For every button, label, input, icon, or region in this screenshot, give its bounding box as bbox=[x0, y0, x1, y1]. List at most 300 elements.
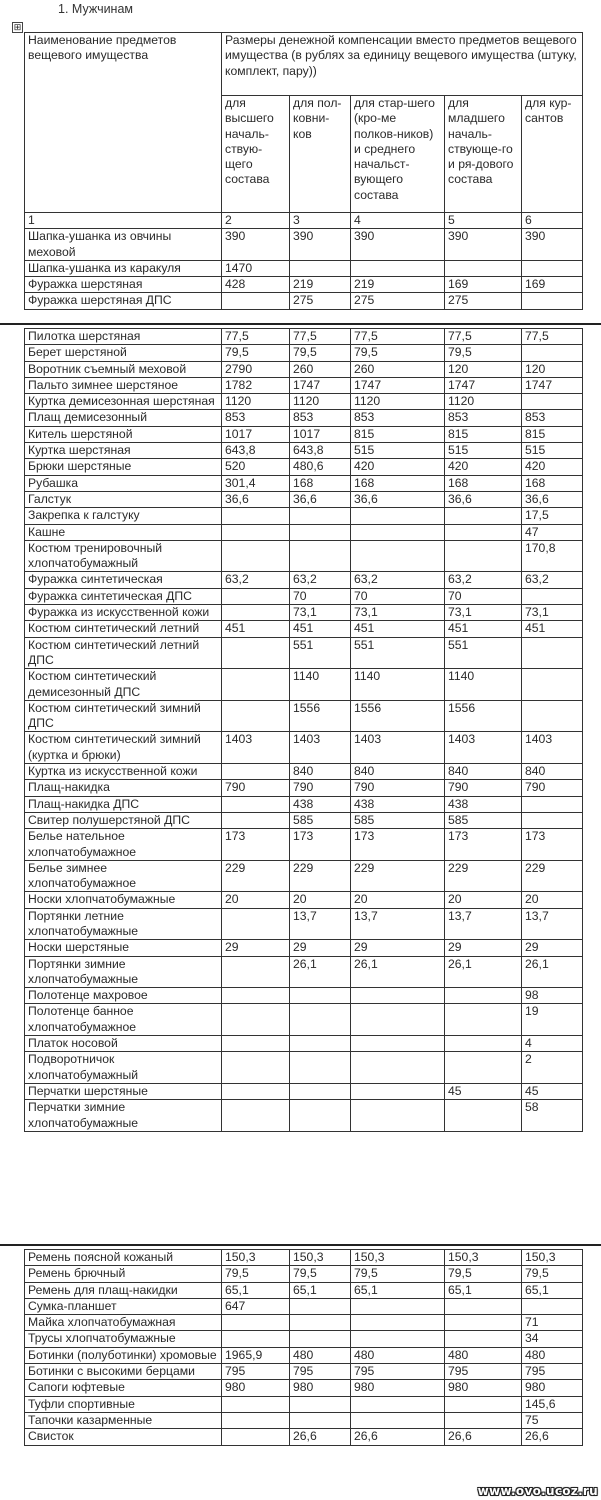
compensation-value-cell bbox=[222, 669, 290, 701]
compensation-value-cell bbox=[290, 508, 351, 524]
table-row bbox=[25, 1100, 583, 1132]
compensation-value-cell: 1120 bbox=[222, 394, 290, 410]
compensation-value-cell: 26,1 bbox=[445, 956, 522, 988]
compensation-value-cell bbox=[351, 524, 445, 540]
compensation-value-cell bbox=[445, 540, 522, 572]
compensation-value-cell bbox=[351, 1052, 445, 1084]
compensation-value-cell: 65,1 bbox=[445, 1282, 522, 1298]
compensation-value-cell bbox=[290, 260, 351, 276]
table-row bbox=[25, 732, 583, 764]
header-subcol-senior-middle: для стар-шего (кро-ме полков-ников) и среднего начальст-вующего состава bbox=[351, 96, 445, 213]
compensation-value-cell: 29 bbox=[445, 940, 522, 956]
compensation-value-cell: 980 bbox=[222, 1380, 290, 1396]
compensation-value-cell: 120 bbox=[445, 361, 522, 377]
item-name-cell: Туфли спортивные bbox=[25, 1396, 222, 1412]
compensation-value-cell: 260 bbox=[351, 361, 445, 377]
table-row bbox=[25, 426, 583, 442]
compensation-value-cell bbox=[290, 524, 351, 540]
table-row bbox=[25, 1364, 583, 1380]
compensation-value-cell: 79,5 bbox=[445, 1266, 522, 1282]
compensation-value-cell: 1965,9 bbox=[222, 1347, 290, 1363]
compensation-value-cell bbox=[290, 1004, 351, 1036]
compensation-value-cell: 229 bbox=[445, 860, 522, 892]
compensation-value-cell: 168 bbox=[351, 475, 445, 491]
compensation-value-cell: 390 bbox=[351, 229, 445, 261]
compensation-value-cell bbox=[290, 540, 351, 572]
compensation-value-cell bbox=[445, 1036, 522, 1052]
item-name-cell: Носки шерстяные bbox=[25, 940, 222, 956]
item-name-cell: Куртка шерстяная bbox=[25, 443, 222, 459]
compensation-value-cell bbox=[222, 524, 290, 540]
compensation-value-cell: 63,2 bbox=[445, 572, 522, 588]
compensation-value-cell: 585 bbox=[445, 812, 522, 828]
header-compensation-group: Размеры денежной компенсации вместо предметов вещевого имущества (в рублях за единицу вещевого имущества (штуку, комплект, пару)) bbox=[222, 33, 583, 96]
compensation-value-cell: 79,5 bbox=[222, 1266, 290, 1282]
compensation-value-cell: 150,3 bbox=[351, 1250, 445, 1266]
item-name-cell: Свисток bbox=[25, 1429, 222, 1445]
compensation-value-cell: 275 bbox=[445, 293, 522, 309]
table-row bbox=[25, 1347, 583, 1363]
compensation-value-cell: 480,6 bbox=[290, 459, 351, 475]
compensation-value-cell bbox=[222, 956, 290, 988]
compensation-value-cell bbox=[222, 700, 290, 732]
compensation-value-cell: 29 bbox=[351, 940, 445, 956]
compensation-value-cell: 219 bbox=[351, 277, 445, 293]
compensation-value-cell: 169 bbox=[522, 277, 583, 293]
compensation-value-cell bbox=[222, 1315, 290, 1331]
compensation-value-cell: 451 bbox=[222, 621, 290, 637]
compensation-value-cell bbox=[445, 1315, 522, 1331]
compensation-value-cell: 1140 bbox=[445, 669, 522, 701]
compensation-value-cell: 585 bbox=[290, 812, 351, 828]
item-name-cell: Рубашка bbox=[25, 475, 222, 491]
compensation-value-cell: 173 bbox=[290, 829, 351, 861]
compensation-value-cell: 390 bbox=[522, 229, 583, 261]
compensation-value-cell: 301,4 bbox=[222, 475, 290, 491]
table-move-handle-icon[interactable]: ⊞ bbox=[13, 22, 22, 32]
compensation-value-cell: 79,5 bbox=[445, 345, 522, 361]
compensation-value-cell bbox=[445, 1331, 522, 1347]
item-name-cell: Костюм синтетический летний bbox=[25, 621, 222, 637]
compensation-value-cell bbox=[351, 1298, 445, 1314]
compensation-value-cell: 815 bbox=[445, 426, 522, 442]
table-row bbox=[25, 1412, 583, 1428]
compensation-value-cell: 840 bbox=[351, 764, 445, 780]
compensation-value-cell: 168 bbox=[445, 475, 522, 491]
compensation-value-cell bbox=[445, 1100, 522, 1132]
item-name-cell: Костюм синтетический зимний (куртка и брюки) bbox=[25, 732, 222, 764]
compensation-value-cell: 65,1 bbox=[351, 1282, 445, 1298]
compensation-value-cell: 420 bbox=[351, 459, 445, 475]
compensation-value-cell: 1556 bbox=[290, 700, 351, 732]
table-row bbox=[25, 605, 583, 621]
compensation-value-cell: 45 bbox=[522, 1083, 583, 1099]
compensation-value-cell bbox=[522, 796, 583, 812]
compensation-value-cell: 1403 bbox=[351, 732, 445, 764]
compensation-value-cell: 79,5 bbox=[290, 1266, 351, 1282]
compensation-value-cell: 438 bbox=[445, 796, 522, 812]
compensation-value-cell bbox=[445, 508, 522, 524]
compensation-value-cell: 795 bbox=[290, 1364, 351, 1380]
compensation-value-cell: 73,1 bbox=[290, 605, 351, 621]
table-row bbox=[25, 329, 583, 345]
compensation-value-cell: 29 bbox=[522, 940, 583, 956]
table-row bbox=[25, 293, 583, 309]
page-break-separator bbox=[0, 1244, 601, 1246]
header-subcol-colonels: для пол-ковни-ков bbox=[290, 96, 351, 213]
item-name-cell: Пальто зимнее шерстяное bbox=[25, 377, 222, 393]
compensation-value-cell bbox=[222, 988, 290, 1004]
compensation-value-cell: 26,6 bbox=[522, 1429, 583, 1445]
compensation-value-cell bbox=[222, 1100, 290, 1132]
compensation-value-cell: 29 bbox=[290, 940, 351, 956]
compensation-value-cell: 515 bbox=[445, 443, 522, 459]
compensation-value-cell bbox=[222, 908, 290, 940]
compensation-value-cell: 1747 bbox=[351, 377, 445, 393]
table-row bbox=[25, 829, 583, 861]
table-row bbox=[25, 812, 583, 828]
table-row bbox=[25, 459, 583, 475]
compensation-value-cell bbox=[351, 1396, 445, 1412]
header-subcol-senior-command: для высшего началь-ствую-щего состава bbox=[222, 96, 290, 213]
compensation-value-cell bbox=[445, 1004, 522, 1036]
compensation-value-cell: 70 bbox=[445, 588, 522, 604]
compensation-value-cell bbox=[522, 345, 583, 361]
compensation-value-cell bbox=[290, 988, 351, 1004]
compensation-value-cell: 795 bbox=[222, 1364, 290, 1380]
compensation-value-cell: 65,1 bbox=[522, 1282, 583, 1298]
site-watermark: www.ovo.ucoz.ru bbox=[477, 1484, 598, 1498]
compensation-value-cell: 480 bbox=[290, 1347, 351, 1363]
column-number: 2 bbox=[222, 213, 290, 229]
compensation-value-cell: 515 bbox=[351, 443, 445, 459]
compensation-value-cell bbox=[445, 1396, 522, 1412]
compensation-value-cell: 79,5 bbox=[522, 1266, 583, 1282]
compensation-value-cell bbox=[522, 1298, 583, 1314]
item-name-cell: Плащ-накидка ДПС bbox=[25, 796, 222, 812]
page-break-separator bbox=[0, 323, 601, 325]
table-row bbox=[25, 524, 583, 540]
compensation-value-cell bbox=[222, 1004, 290, 1036]
compensation-value-cell: 2 bbox=[522, 1052, 583, 1084]
compensation-value-cell: 275 bbox=[290, 293, 351, 309]
compensation-value-cell: 70 bbox=[290, 588, 351, 604]
compensation-value-cell: 420 bbox=[445, 459, 522, 475]
compensation-value-cell bbox=[290, 1412, 351, 1428]
column-number: 4 bbox=[351, 213, 445, 229]
compensation-value-cell: 4 bbox=[522, 1036, 583, 1052]
item-name-cell: Ремень брючный bbox=[25, 1266, 222, 1282]
compensation-value-cell bbox=[522, 293, 583, 309]
compensation-value-cell: 420 bbox=[522, 459, 583, 475]
table-row bbox=[25, 1052, 583, 1084]
item-name-cell: Трусы хлопчатобумажные bbox=[25, 1331, 222, 1347]
compensation-value-cell: 173 bbox=[445, 829, 522, 861]
compensation-value-cell: 451 bbox=[290, 621, 351, 637]
compensation-value-cell: 73,1 bbox=[445, 605, 522, 621]
item-name-cell: Ремень для плащ-накидки bbox=[25, 1282, 222, 1298]
table-row bbox=[25, 260, 583, 276]
item-name-cell: Полотенце банное хлопчатобумажное bbox=[25, 1004, 222, 1036]
compensation-value-cell: 20 bbox=[445, 892, 522, 908]
compensation-value-cell bbox=[351, 540, 445, 572]
compensation-value-cell: 13,7 bbox=[522, 908, 583, 940]
compensation-value-cell: 20 bbox=[222, 892, 290, 908]
compensation-value-cell bbox=[222, 588, 290, 604]
compensation-value-cell: 1120 bbox=[290, 394, 351, 410]
compensation-value-cell: 173 bbox=[522, 829, 583, 861]
header-subcol-junior-rank: для младшего началь-ствующе-го и ря-дового состава bbox=[445, 96, 522, 213]
item-name-cell: Ботинки (полуботинки) хромовые bbox=[25, 1347, 222, 1363]
compensation-value-cell bbox=[351, 1331, 445, 1347]
compensation-value-cell: 1403 bbox=[290, 732, 351, 764]
compensation-value-cell bbox=[522, 637, 583, 669]
compensation-value-cell: 77,5 bbox=[290, 329, 351, 345]
compensation-value-cell bbox=[445, 1052, 522, 1084]
compensation-value-cell: 840 bbox=[290, 764, 351, 780]
table-row bbox=[25, 1298, 583, 1314]
item-name-cell: Подворотничок хлопчатобумажный bbox=[25, 1052, 222, 1084]
compensation-value-cell: 26,1 bbox=[522, 956, 583, 988]
compensation-value-cell bbox=[351, 1100, 445, 1132]
compensation-value-cell: 173 bbox=[222, 829, 290, 861]
compensation-value-cell: 1782 bbox=[222, 377, 290, 393]
compensation-value-cell: 643,8 bbox=[290, 443, 351, 459]
compensation-value-cell: 229 bbox=[290, 860, 351, 892]
compensation-value-cell: 19 bbox=[522, 1004, 583, 1036]
table-row bbox=[25, 277, 583, 293]
item-name-cell: Платок носовой bbox=[25, 1036, 222, 1052]
table-row bbox=[25, 637, 583, 669]
compensation-value-cell: 219 bbox=[290, 277, 351, 293]
compensation-value-cell: 853 bbox=[445, 410, 522, 426]
compensation-value-cell: 77,5 bbox=[222, 329, 290, 345]
compensation-value-cell bbox=[522, 260, 583, 276]
table-row bbox=[25, 892, 583, 908]
compensation-value-cell: 980 bbox=[522, 1380, 583, 1396]
compensation-value-cell: 79,5 bbox=[351, 345, 445, 361]
compensation-value-cell bbox=[351, 1083, 445, 1099]
compensation-value-cell: 1747 bbox=[522, 377, 583, 393]
table-row bbox=[25, 908, 583, 940]
compensation-value-cell: 26,1 bbox=[351, 956, 445, 988]
compensation-value-cell bbox=[222, 812, 290, 828]
compensation-value-cell bbox=[290, 1396, 351, 1412]
compensation-value-cell: 853 bbox=[351, 410, 445, 426]
compensation-value-cell bbox=[445, 1298, 522, 1314]
item-name-cell: Фуражка из искусственной кожи bbox=[25, 605, 222, 621]
compensation-value-cell: 1470 bbox=[222, 260, 290, 276]
item-name-cell: Брюки шерстяные bbox=[25, 459, 222, 475]
compensation-value-cell bbox=[351, 988, 445, 1004]
compensation-value-cell: 551 bbox=[351, 637, 445, 669]
compensation-value-cell bbox=[351, 1036, 445, 1052]
compensation-value-cell: 63,2 bbox=[290, 572, 351, 588]
item-name-cell: Фуражка синтетическая bbox=[25, 572, 222, 588]
compensation-value-cell: 980 bbox=[351, 1380, 445, 1396]
compensation-value-cell: 815 bbox=[351, 426, 445, 442]
item-name-cell: Белье нательное хлопчатобумажное bbox=[25, 829, 222, 861]
compensation-value-cell: 73,1 bbox=[522, 605, 583, 621]
column-number: 6 bbox=[522, 213, 583, 229]
compensation-value-cell: 20 bbox=[522, 892, 583, 908]
table-row bbox=[25, 621, 583, 637]
table-row bbox=[25, 940, 583, 956]
compensation-value-cell: 1017 bbox=[290, 426, 351, 442]
compensation-value-cell: 390 bbox=[222, 229, 290, 261]
item-name-cell: Костюм синтетический летний ДПС bbox=[25, 637, 222, 669]
compensation-value-cell bbox=[222, 540, 290, 572]
compensation-value-cell bbox=[351, 1412, 445, 1428]
item-name-cell: Полотенце махровое bbox=[25, 988, 222, 1004]
compensation-value-cell: 47 bbox=[522, 524, 583, 540]
compensation-value-cell bbox=[290, 1298, 351, 1314]
compensation-value-cell: 229 bbox=[522, 860, 583, 892]
item-name-cell: Свитер полушерстяной ДПС bbox=[25, 812, 222, 828]
compensation-value-cell bbox=[445, 260, 522, 276]
compensation-value-cell: 150,3 bbox=[445, 1250, 522, 1266]
compensation-value-cell: 451 bbox=[445, 621, 522, 637]
compensation-value-cell: 70 bbox=[351, 588, 445, 604]
compensation-value-cell: 36,6 bbox=[222, 491, 290, 507]
compensation-value-cell bbox=[351, 1315, 445, 1331]
item-name-cell: Воротник съемный меховой bbox=[25, 361, 222, 377]
compensation-value-cell: 98 bbox=[522, 988, 583, 1004]
compensation-value-cell bbox=[222, 1396, 290, 1412]
item-name-cell: Шапка-ушанка из овчины меховой bbox=[25, 229, 222, 261]
compensation-value-cell: 1403 bbox=[222, 732, 290, 764]
compensation-value-cell: 790 bbox=[522, 780, 583, 796]
compensation-value-cell: 63,2 bbox=[351, 572, 445, 588]
compensation-value-cell: 790 bbox=[290, 780, 351, 796]
table-row bbox=[25, 1250, 583, 1266]
table-row bbox=[25, 588, 583, 604]
compensation-value-cell: 480 bbox=[351, 1347, 445, 1363]
compensation-value-cell: 1140 bbox=[351, 669, 445, 701]
item-name-cell: Куртка демисезонная шерстяная bbox=[25, 394, 222, 410]
compensation-value-cell bbox=[222, 796, 290, 812]
table-row bbox=[25, 1315, 583, 1331]
item-name-cell: Ботинки с высокими берцами bbox=[25, 1364, 222, 1380]
compensation-value-cell bbox=[445, 524, 522, 540]
compensation-value-cell bbox=[222, 293, 290, 309]
item-name-cell: Плащ демисезонный bbox=[25, 410, 222, 426]
compensation-value-cell bbox=[290, 1083, 351, 1099]
compensation-value-cell bbox=[522, 394, 583, 410]
compensation-value-cell: 795 bbox=[522, 1364, 583, 1380]
compensation-value-cell: 26,1 bbox=[290, 956, 351, 988]
compensation-value-cell: 1747 bbox=[445, 377, 522, 393]
item-name-cell: Куртка из искусственной кожи bbox=[25, 764, 222, 780]
compensation-value-cell bbox=[222, 1036, 290, 1052]
compensation-value-cell: 13,7 bbox=[445, 908, 522, 940]
compensation-value-cell: 45 bbox=[445, 1083, 522, 1099]
item-name-cell: Закрепка к галстуку bbox=[25, 508, 222, 524]
compensation-value-cell: 390 bbox=[445, 229, 522, 261]
header-item-name: Наименование предметов вещевого имущества bbox=[25, 33, 222, 213]
compensation-value-cell bbox=[222, 508, 290, 524]
item-name-cell: Костюм тренировочный хлопчатобумажный bbox=[25, 540, 222, 572]
compensation-value-cell: 551 bbox=[290, 637, 351, 669]
item-name-cell: Пилотка шерстяная bbox=[25, 329, 222, 345]
item-name-cell: Кашне bbox=[25, 524, 222, 540]
compensation-value-cell: 515 bbox=[522, 443, 583, 459]
compensation-value-cell: 170,8 bbox=[522, 540, 583, 572]
compensation-value-cell: 168 bbox=[290, 475, 351, 491]
compensation-value-cell: 853 bbox=[290, 410, 351, 426]
item-name-cell: Фуражка шерстяная bbox=[25, 277, 222, 293]
compensation-value-cell: 26,6 bbox=[445, 1429, 522, 1445]
compensation-value-cell: 13,7 bbox=[290, 908, 351, 940]
compensation-value-cell: 390 bbox=[290, 229, 351, 261]
compensation-value-cell: 840 bbox=[522, 764, 583, 780]
compensation-value-cell: 480 bbox=[522, 1347, 583, 1363]
compensation-table-part-2 bbox=[24, 328, 583, 1132]
compensation-value-cell: 63,2 bbox=[222, 572, 290, 588]
table-row bbox=[25, 1004, 583, 1036]
table-row bbox=[25, 229, 583, 261]
table-row bbox=[25, 780, 583, 796]
table-row bbox=[25, 1331, 583, 1347]
table-row bbox=[25, 1083, 583, 1099]
compensation-value-cell: 451 bbox=[522, 621, 583, 637]
compensation-value-cell bbox=[351, 260, 445, 276]
compensation-value-cell bbox=[445, 988, 522, 1004]
compensation-value-cell bbox=[522, 588, 583, 604]
table-row bbox=[25, 394, 583, 410]
compensation-value-cell: 790 bbox=[351, 780, 445, 796]
compensation-value-cell: 79,5 bbox=[222, 345, 290, 361]
compensation-value-cell: 1017 bbox=[222, 426, 290, 442]
compensation-value-cell: 36,6 bbox=[445, 491, 522, 507]
compensation-value-cell: 795 bbox=[351, 1364, 445, 1380]
table-row bbox=[25, 764, 583, 780]
table-row bbox=[25, 1266, 583, 1282]
compensation-value-cell: 438 bbox=[351, 796, 445, 812]
compensation-value-cell: 20 bbox=[351, 892, 445, 908]
compensation-value-cell: 26,6 bbox=[351, 1429, 445, 1445]
compensation-table-part-1 bbox=[24, 32, 583, 310]
compensation-value-cell: 1556 bbox=[351, 700, 445, 732]
compensation-value-cell: 120 bbox=[522, 361, 583, 377]
compensation-value-cell: 17,5 bbox=[522, 508, 583, 524]
compensation-value-cell: 1747 bbox=[290, 377, 351, 393]
compensation-value-cell: 480 bbox=[445, 1347, 522, 1363]
compensation-value-cell: 13,7 bbox=[351, 908, 445, 940]
compensation-value-cell: 77,5 bbox=[522, 329, 583, 345]
table-row bbox=[25, 361, 583, 377]
compensation-value-cell: 795 bbox=[445, 1364, 522, 1380]
table-row bbox=[25, 1036, 583, 1052]
compensation-value-cell: 34 bbox=[522, 1331, 583, 1347]
item-name-cell: Портянки летние хлопчатобумажные bbox=[25, 908, 222, 940]
compensation-value-cell bbox=[522, 812, 583, 828]
compensation-value-cell: 65,1 bbox=[222, 1282, 290, 1298]
compensation-value-cell bbox=[222, 1429, 290, 1445]
table-row bbox=[25, 508, 583, 524]
compensation-value-cell: 79,5 bbox=[351, 1266, 445, 1282]
compensation-value-cell bbox=[222, 1052, 290, 1084]
compensation-value-cell: 79,5 bbox=[290, 345, 351, 361]
compensation-value-cell: 150,3 bbox=[522, 1250, 583, 1266]
compensation-value-cell: 260 bbox=[290, 361, 351, 377]
compensation-value-cell: 150,3 bbox=[222, 1250, 290, 1266]
table-row bbox=[25, 410, 583, 426]
compensation-value-cell: 451 bbox=[351, 621, 445, 637]
section-heading: 1. Мужчинам bbox=[58, 2, 134, 16]
item-name-cell: Костюм синтетический демисезонный ДПС bbox=[25, 669, 222, 701]
table-row bbox=[25, 988, 583, 1004]
